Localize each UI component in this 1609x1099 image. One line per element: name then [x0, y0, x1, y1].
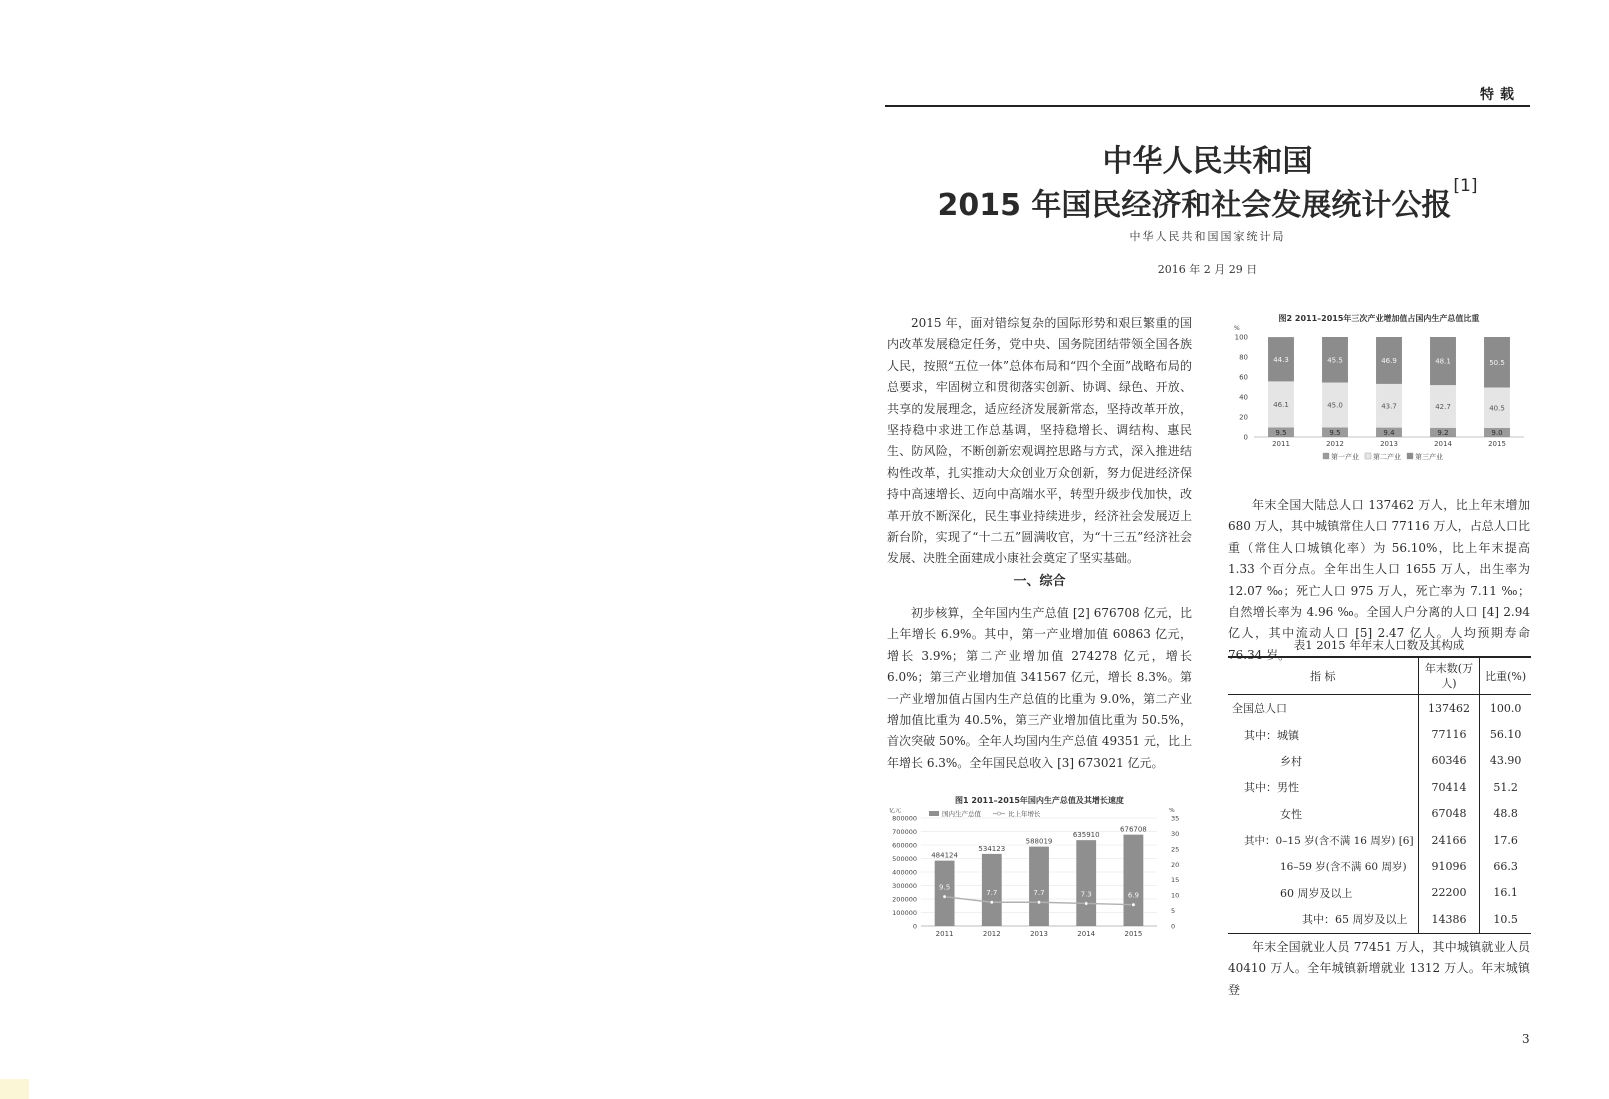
y-tick-label: 0 — [1243, 433, 1248, 442]
bar-value-label: 534123 — [978, 844, 1006, 853]
x-tick-label: 2014 — [1077, 930, 1096, 938]
row-label: 其中：0–15 岁(含不满 16 周岁) [6] — [1244, 834, 1414, 847]
row-value: 22200 — [1418, 880, 1480, 906]
y-tick-label: 800000 — [892, 814, 917, 823]
bar-value-label: 588019 — [1025, 837, 1053, 846]
figure-2-title: 图2 2011–2015年三次产业增加值占国内生产总值比重 — [1278, 314, 1480, 323]
row-value: 137462 — [1418, 695, 1480, 722]
y2-tick-label: 35 — [1171, 814, 1180, 823]
table-header-row — [1228, 657, 1531, 695]
data-label: 9.5 — [1275, 428, 1287, 437]
row-share: 100.0 — [1480, 695, 1531, 722]
x-tick-label: 2012 — [982, 930, 1001, 938]
row-label: 60 周岁及以上 — [1280, 886, 1353, 900]
figure-2 — [1228, 313, 1530, 324]
legend-label-line: 比上年增长 — [1008, 810, 1041, 818]
row-share: 51.2 — [1480, 774, 1531, 800]
row-label: 全国总人口 — [1232, 702, 1287, 716]
population-paragraph: 年末全国大陆总人口 137462 万人，比上年末增加 680 万人，其中城镇常住人口 77116 万人，占总人口比重（常住人口城镇化率）为 56.10%，比上年末提高 1.33 个百分点。全年出生人口 1655 万人，出生率为 12.07 ‰；死亡人口 975 万人，死亡率为 7.11 ‰；自然增长率为 4.96 ‰。全国人户分离的人口 [4] 2.94 亿人，其中流动人口 [5] 2.47 亿人。人均预期寿命 76.34 岁。 — [1228, 498, 1530, 662]
y-tick-label: 20 — [1239, 413, 1248, 422]
x-tick-label: 2013 — [1030, 930, 1048, 938]
x-tick-label: 2011 — [935, 930, 954, 938]
y-tick-label: 40 — [1239, 393, 1248, 402]
y-tick-label: 0 — [912, 922, 917, 931]
title-line-1: 中华人民共和国 — [1102, 144, 1313, 179]
data-label: 9.5 — [1329, 428, 1341, 437]
row-share: 43.90 — [1480, 748, 1531, 774]
table-row — [1228, 827, 1531, 853]
title-line-2 — [885, 176, 1530, 224]
col-count: 年末数(万人) — [1418, 657, 1480, 695]
col-share: 比重(%) — [1480, 657, 1531, 695]
col-indicator: 指 标 — [1228, 657, 1418, 695]
growth-value-label: 7.7 — [1033, 889, 1045, 898]
gdp-bar — [1029, 847, 1049, 926]
y2-tick-label: 15 — [1171, 876, 1180, 885]
data-label: 9.4 — [1383, 428, 1395, 437]
table-row — [1228, 748, 1531, 774]
corner-marker — [0, 1079, 29, 1099]
x-tick-label: 2013 — [1380, 440, 1398, 448]
y-tick-label: 200000 — [892, 895, 917, 904]
data-label: 40.5 — [1489, 404, 1505, 413]
author: 中华人民共和国国家统计局 — [1129, 230, 1286, 243]
employment-paragraph: 年末全国就业人员 77451 万人，其中城镇就业人员 40410 万人。全年城镇新增就业 1312 万人。年末城镇登 — [1228, 940, 1530, 997]
data-label: 43.7 — [1381, 402, 1397, 411]
row-value: 67048 — [1418, 801, 1480, 827]
growth-point — [1037, 900, 1041, 904]
gdp-chart — [887, 808, 1192, 968]
y2-tick-label: 10 — [1171, 891, 1180, 900]
bar-value-label: 676708 — [1120, 825, 1147, 834]
table-1-caption: 表1 2015 年年末人口数及其构成 — [1293, 638, 1465, 652]
table-row — [1228, 801, 1531, 827]
table-row — [1228, 774, 1531, 800]
intro-paragraph: 2015 年，面对错综复杂的国际形势和艰巨繁重的国内改革发展稳定任务，党中央、国务院团结带领全国各族人民，按照“五位一体”总体布局和“四个全面”战略布局的总要求，牢固树立和贯彻落实创新、协调、绿色、开放、共享的发展理念，适应经济发展新常态，坚持改革开放，坚持稳中求进工作总基调，坚持稳增长、调结构、惠民生、防风险，不断创新宏观调控思路与方式，深入推进结构性改革，扎实推动大众创业万众创新，努力促进经济保持中高速增长、迈向中高端水平，转型升级步伐加快，改革开放不断深化，民生事业持续进步，经济社会发展迈上新台阶，实现了“十二五”圆满收官，为“十三五”经济社会发展、决胜全面建成小康社会奠定了坚实基础。 — [887, 316, 1192, 566]
legend-swatch-bar — [929, 811, 939, 816]
data-label: 44.3 — [1273, 355, 1289, 364]
data-label: 9.0 — [1491, 429, 1503, 437]
row-share: 10.5 — [1480, 906, 1531, 933]
row-label: 其中：城镇 — [1244, 728, 1299, 742]
y-tick-label: 600000 — [892, 841, 917, 850]
x-tick-label: 2011 — [1272, 440, 1290, 448]
row-value: 70414 — [1418, 774, 1480, 800]
growth-point — [990, 900, 994, 904]
data-label: 45.5 — [1327, 356, 1343, 365]
section-heading: 一、综合 — [1013, 574, 1066, 589]
row-value: 14386 — [1418, 906, 1480, 933]
data-label: 9.2 — [1437, 428, 1449, 437]
data-label: 42.7 — [1435, 402, 1451, 411]
data-label: 46.9 — [1381, 356, 1397, 365]
data-label: 50.5 — [1489, 358, 1505, 367]
row-label: 其中：男性 — [1244, 781, 1299, 795]
population-table — [1228, 656, 1531, 934]
y-tick-label: 700000 — [892, 828, 917, 836]
row-label: 女性 — [1280, 807, 1302, 821]
x-tick-label: 2015 — [1488, 440, 1506, 448]
data-label: 45.0 — [1327, 401, 1343, 410]
legend-swatch — [1323, 453, 1329, 459]
bar-value-label: 484124 — [931, 851, 958, 860]
legend-label-bar: 国内生产总值 — [942, 810, 981, 818]
growth-point — [1132, 903, 1136, 907]
growth-value-label: 7.7 — [986, 889, 998, 898]
legend-swatch — [1365, 453, 1371, 459]
industry-share-chart — [1228, 325, 1530, 483]
y-tick-label: 400000 — [892, 868, 917, 877]
y-tick-label: 100000 — [892, 909, 917, 917]
row-share: 16.1 — [1480, 880, 1531, 906]
y2-tick-label: 5 — [1171, 907, 1176, 916]
y2-tick-label: 0 — [1171, 922, 1176, 931]
row-share: 17.6 — [1480, 827, 1531, 853]
row-share: 56.10 — [1480, 721, 1531, 747]
row-value: 91096 — [1418, 853, 1480, 879]
gdp-paragraph: 初步核算，全年国内生产总值 [2] 676708 亿元，比上年增长 6.9%。其中，第一产业增加值 60863 亿元，增长 3.9%；第二产业增加值 274278 亿元，增长 6.0%；第三产业增加值 341567 亿元，增长 8.3%。第一产业增加值占国内生产总值的比重为 9.0%，第二产业增加值比重为 40.5%，第三产业增加值比重为 50.5%，首次突破 50%。全年人均国内生产总值 49351 元，比上年增长 6.3%。全年国民总收入 [3] 673021 亿元。 — [887, 606, 1192, 770]
header-rule — [885, 105, 1530, 107]
figure-1 — [887, 795, 1192, 806]
page-number: 3 — [1522, 1032, 1530, 1046]
growth-point — [943, 895, 947, 899]
legend-marker-line — [997, 812, 1000, 815]
data-label: 46.1 — [1273, 400, 1289, 409]
growth-value-label: 6.9 — [1127, 891, 1139, 900]
y-tick-label: 500000 — [892, 855, 917, 863]
y-tick-label: 80 — [1239, 353, 1248, 362]
section-tag: 特载 — [1480, 87, 1520, 103]
table-row — [1228, 853, 1531, 879]
row-value: 60346 — [1418, 748, 1480, 774]
y2-axis-unit: % — [1169, 808, 1175, 814]
publish-date: 2016 年 2 月 29 日 — [1157, 263, 1258, 276]
y2-tick-label: 25 — [1171, 845, 1180, 854]
legend-label: 第二产业 — [1373, 453, 1401, 461]
x-tick-label: 2015 — [1124, 930, 1143, 938]
legend-swatch — [1407, 453, 1413, 459]
y-tick-label: 300000 — [892, 882, 917, 890]
table-row — [1228, 721, 1531, 747]
title-footnote: [1] — [1453, 176, 1478, 196]
table-row — [1228, 880, 1531, 906]
gdp-bar — [1076, 840, 1096, 926]
data-label: 48.1 — [1435, 357, 1451, 366]
figure-1-title: 图1 2011–2015年国内生产总值及其增长速度 — [955, 796, 1124, 805]
legend-label: 第一产业 — [1331, 453, 1359, 461]
row-share: 48.8 — [1480, 801, 1531, 827]
bar-value-label: 635910 — [1072, 831, 1100, 840]
y-tick-label: 100 — [1234, 333, 1248, 342]
row-share: 66.3 — [1480, 853, 1531, 879]
y2-tick-label: 30 — [1171, 829, 1180, 838]
growth-point — [1084, 902, 1088, 906]
gdp-bar — [1123, 835, 1143, 926]
row-value: 77116 — [1418, 721, 1480, 747]
gdp-bar — [935, 861, 955, 926]
table-row — [1228, 906, 1531, 933]
growth-value-label: 9.5 — [939, 883, 951, 892]
title-line-2-text: 2015 年国民经济和社会发展统计公报 — [937, 188, 1452, 223]
y-tick-label: 60 — [1239, 373, 1248, 382]
y2-tick-label: 20 — [1171, 860, 1180, 869]
growth-value-label: 7.3 — [1080, 890, 1092, 899]
y-axis-unit: 亿元 — [889, 808, 902, 814]
table-row — [1228, 695, 1531, 722]
x-tick-label: 2014 — [1434, 440, 1452, 448]
x-tick-label: 2012 — [1326, 440, 1344, 448]
y-axis-unit: % — [1234, 325, 1240, 332]
legend-label: 第三产业 — [1415, 453, 1443, 461]
row-value: 24166 — [1418, 827, 1480, 853]
row-label: 乡村 — [1280, 754, 1302, 768]
row-label: 16–59 岁(含不满 60 周岁) — [1280, 861, 1407, 874]
row-label: 其中：65 周岁及以上 — [1228, 906, 1418, 933]
